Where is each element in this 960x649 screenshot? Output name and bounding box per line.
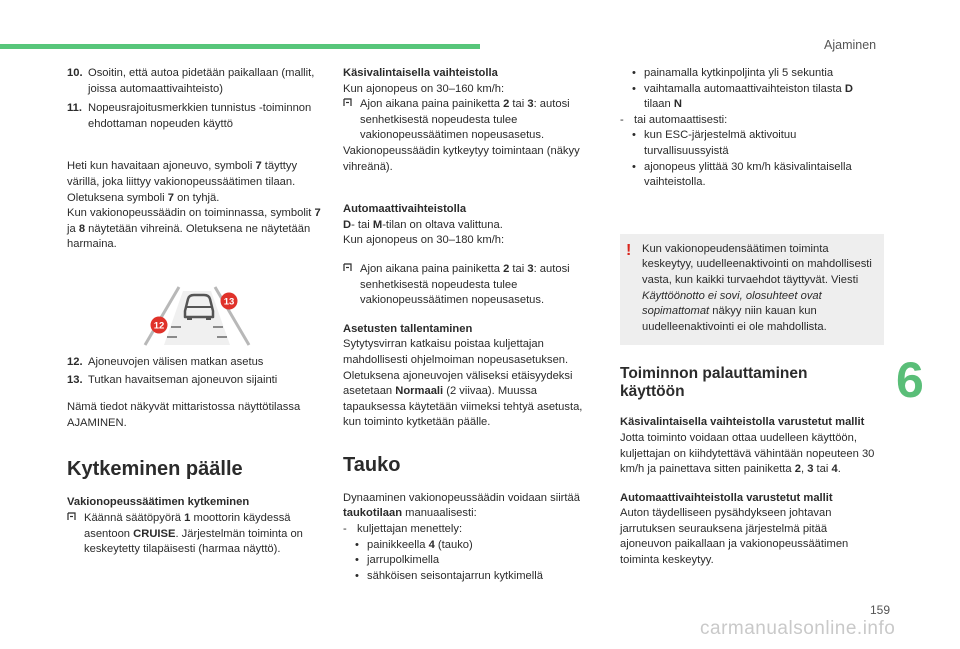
- list-item: 12. Ajoneuvojen välisen matkan asetus: [67, 355, 264, 368]
- subheading: Automaattivaihteistolla: [343, 203, 467, 216]
- road-car-illustration: [67, 283, 329, 349]
- paragraph: Kun ajonopeus on 30–160 km/h:: [343, 82, 505, 95]
- page-number: 159: [870, 603, 891, 617]
- column-3: [620, 66, 876, 569]
- subheading: Asetusten tallentaminen: [343, 322, 473, 335]
- subheading: Vakionopeussäätimen kytkeminen: [67, 496, 250, 509]
- arrow-icon: [67, 511, 84, 558]
- section-heading: Tauko: [343, 453, 401, 476]
- paragraph: Kun vakionopeussäädin on toiminnassa, symbolit 7 ja 8 näytetään vihreinä. Oletuksena ne näytetään harmaina.: [67, 207, 321, 251]
- instruction-step: Käännä säätöpyörä 1 moottorin käydessä asentoon CRUISE. Järjestelmän toiminta on keskeytetty tilapäisesti (harmaa näyttö).: [67, 511, 329, 558]
- arrow-icon: [343, 97, 360, 144]
- list-item: - kuljettajan menettely:: [343, 523, 463, 536]
- list-item: • ajonopeus ylittää 30 km/h käsivalintaisella vaihteistolla.: [632, 160, 852, 189]
- paragraph: Jotta toiminto voidaan ottaa uudelleen käyttöön, kuljettajan on kiihdytettävä vähintään nopeuteen 30 km/h ja painettava sitten painiketta 2, 3 tai 4.: [620, 431, 875, 476]
- subheading: Käsivalintaisella vaihteistolla: [343, 67, 498, 79]
- list-item: • sähköisen seisontajarrun kytkimellä: [355, 569, 543, 582]
- paragraph: D- tai M-tilan on oltava valittuna.: [343, 218, 503, 231]
- column-2: [343, 66, 599, 584]
- list-item: 11. Nopeusrajoitusmerkkien tunnistus -toiminnon ehdottaman nopeuden käyttö: [67, 102, 312, 130]
- list-item: • vaihtamalla automaattivaihteiston tilasta D tilaan N: [632, 82, 853, 111]
- list-item: 13. Tutkan havaitseman ajoneuvon sijainti: [67, 373, 278, 386]
- paragraph: Dynaaminen vakionopeussäädin voidaan siirtää taukotilaan manuaalisesti:: [343, 491, 580, 520]
- paragraph: Vakionopeussäädin kytkeytyy toimintaan (näkyy vihreänä).: [343, 144, 580, 173]
- distance-symbol-figure: [67, 283, 329, 349]
- section-heading: Kytkeminen päälle: [67, 458, 243, 481]
- list-item: - tai automaattisesti:: [620, 113, 728, 126]
- section-name: Ajaminen: [824, 38, 877, 52]
- list-item: • kun ESC-järjestelmä aktivoituu turvallisuussyistä: [632, 129, 797, 157]
- section-heading: Toiminnon palauttaminen käyttöön: [620, 365, 808, 401]
- arrow-icon: [343, 262, 360, 309]
- header-accent-bar: [0, 44, 480, 49]
- list-item: • painamalla kytkinpoljinta yli 5 sekuntia: [632, 67, 834, 79]
- paragraph: Sytytysvirran katkaisu poistaa kuljettajan mahdollisesti ohjelmoiman nopeusasetuksen. Oletuksena ajoneuvojen väliseksi etäisyydeksi asetetaan Normaali (2 viivaa). Muussa tapauksessa käytetään viimeksi tehtyä asetusta, kun toiminto kytketään päälle.: [343, 338, 583, 429]
- svg-text:12: 12: [153, 320, 165, 332]
- svg-text:13: 13: [223, 296, 235, 308]
- subheading: Käsivalintaisella vaihteistolla varustetut mallit: [620, 416, 865, 429]
- instruction-step: Ajon aikana paina painiketta 2 tai 3: autosi senhetkisestä nopeudesta tulee vakionopeussäätimen nopeusasetus.: [343, 97, 599, 144]
- list-item: 10. Osoitin, että autoa pidetään paikallaan (mallit, joissa automaattivaihteisto): [67, 67, 315, 95]
- paragraph: Auton täydelliseen pysähdykseen johtavan jarrutuksen seurauksena järjestelmä pitää ajoneuvon paikallaan ja vakionopeussäätimen toiminta keskeytyy.: [620, 507, 849, 567]
- chapter-tab-number: 6: [896, 352, 924, 408]
- paragraph: Nämä tiedot näkyvät mittaristossa näyttötilassa AJAMINEN.: [67, 401, 301, 429]
- list-item: • painikkeella 4 (tauko): [355, 538, 473, 551]
- instruction-step: Ajon aikana paina painiketta 2 tai 3: autosi senhetkisestä nopeudesta tulee vakionopeussäätimen nopeusasetus.: [343, 262, 599, 309]
- warning-text: Kun vakionopeudensäätimen toiminta keskeytyy, uudelleenaktivointi on mahdollisesti vasta, kun kaikki turvaehdot täyttyvät. Viesti Käyttöönotto ei sovi, olosuhteet ovat sopimattomat näkyy niin kauan kun uudelleenaktivointi ei ole mahdollista.: [642, 242, 872, 333]
- watermark: carmanualsonline.info: [700, 618, 896, 639]
- paragraph: Kun ajonopeus on 30–180 km/h:: [343, 234, 505, 247]
- column-1: [67, 66, 329, 558]
- badge-13: [221, 292, 238, 309]
- warning-box: [620, 234, 884, 346]
- subheading: Automaattivaihteistolla varustetut mallit: [620, 491, 833, 504]
- paragraph: Heti kun havaitaan ajoneuvo, symboli 7 täyttyy värillä, joka liittyy vakionopeussäätimen tilaan. Oletuksena symboli 7 on tyhjä.: [67, 160, 298, 204]
- badge-12: [151, 316, 168, 333]
- list-item: • jarrupolkimella: [355, 554, 440, 567]
- warning-icon: !: [626, 241, 632, 259]
